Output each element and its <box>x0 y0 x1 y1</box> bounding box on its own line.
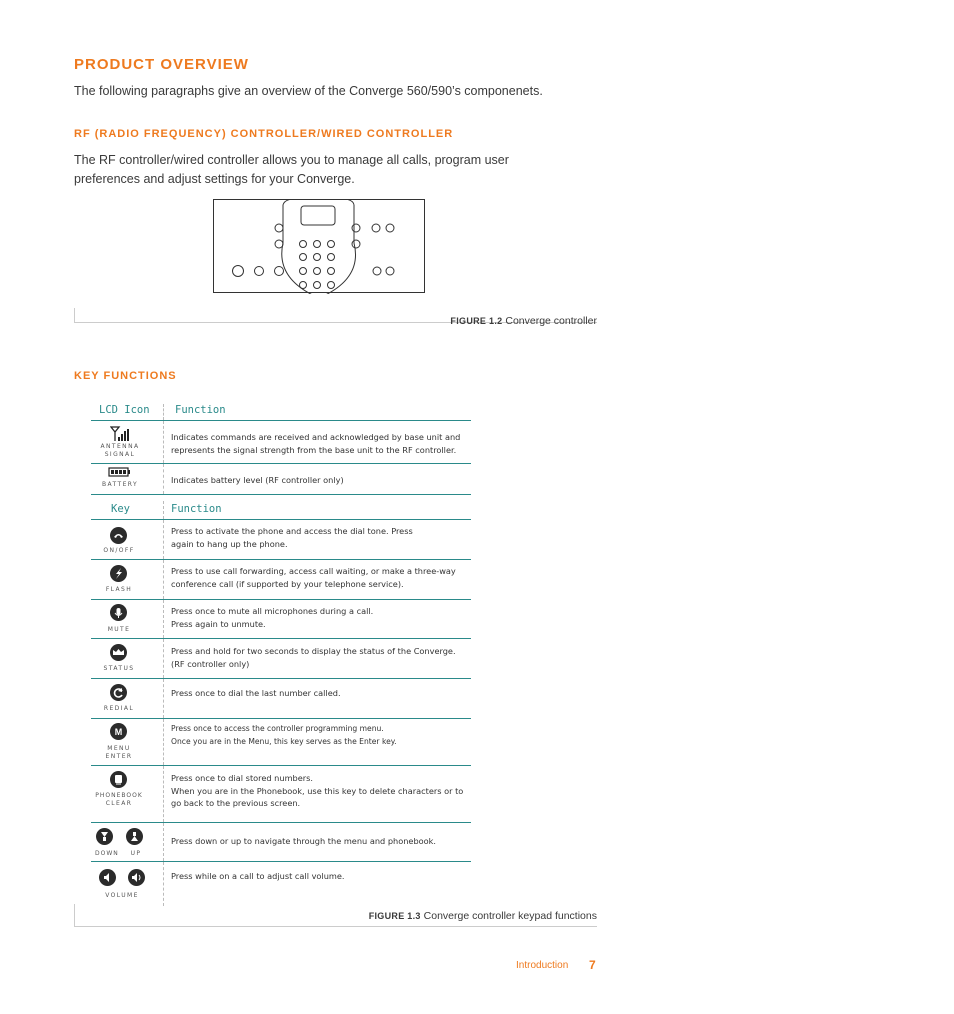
up-label: UP <box>130 850 142 857</box>
volume-down-icon <box>99 869 116 886</box>
on-off-desc-line-2: again to hang up the phone. <box>171 538 288 549</box>
volume-label: VOLUME <box>105 892 139 899</box>
flash-label: FLASH <box>105 586 133 593</box>
mute-desc-line-2: Press again to unmute. <box>171 618 266 629</box>
footer-section-name: Introduction <box>516 960 569 971</box>
controller-illustration <box>213 199 425 299</box>
key-functions-heading: KEY FUNCTIONS <box>74 370 177 382</box>
lcd-function-column-header: Function <box>175 404 226 416</box>
status-desc-line-2: (RF controller only) <box>171 658 250 669</box>
lcd-row-antenna <box>91 421 471 464</box>
mute-label: MUTE <box>107 626 131 633</box>
menu-description <box>171 723 467 748</box>
redial-description: Press once to dial the last number called. <box>171 688 341 698</box>
status-description <box>171 645 467 670</box>
key-row-flash <box>91 560 471 600</box>
key-column-header: Key <box>111 503 130 515</box>
redial-label: REDIAL <box>103 705 135 712</box>
svg-text:M: M <box>114 727 123 737</box>
figure-1-2-caption <box>300 315 597 327</box>
antenna-desc-line-2: represents the signal strength from the base unit to the RF controller. <box>171 444 457 455</box>
menu-desc-line-1: Press once to access the controller programming menu. <box>171 724 384 733</box>
phonebook-label-2: CLEAR <box>105 800 133 807</box>
mute-microphone-icon <box>110 604 127 621</box>
figure-1-3-caption <box>300 910 597 922</box>
rf-controller-paragraph <box>74 151 614 189</box>
key-row-redial <box>91 679 471 719</box>
rf-controller-heading: RF (RADIO FREQUENCY) CONTROLLER/WIRED CONTROLLER <box>74 128 454 140</box>
mute-desc-line-1: Press once to mute all microphones during a call. <box>171 606 374 616</box>
rf-text-line-1: The RF controller/wired controller allows you to manage all calls, program user <box>74 153 509 167</box>
key-functions-table <box>91 400 471 906</box>
lcd-table-header <box>91 400 471 421</box>
key-row-mute <box>91 600 471 639</box>
battery-icon <box>108 467 132 477</box>
figure-1-3-number: FIGURE 1.3 <box>368 911 421 921</box>
key-row-status <box>91 639 471 679</box>
phonebook-desc-line-2: When you are in the Phonebook, use this key to delete characters or to <box>171 785 464 796</box>
on-off-label: ON/OFF <box>103 547 135 554</box>
on-off-desc-line-1: Press to activate the phone and access the dial tone. Press <box>171 526 413 536</box>
figure-1-2-number: FIGURE 1.2 <box>450 316 503 326</box>
key-row-on-off <box>91 520 471 560</box>
phonebook-icon <box>110 771 127 788</box>
phonebook-description <box>171 772 467 810</box>
rf-text-line-2: preferences and adjust settings for your Converge. <box>74 172 355 186</box>
intro-paragraph: The following paragraphs give an overview of the Converge 560/590’s componenets. <box>74 84 543 98</box>
figure-1-3-text: Converge controller keypad functions <box>423 910 597 922</box>
flash-desc-line-1: Press to use call forwarding, access call waiting, or make a three-way <box>171 566 456 576</box>
antenna-description <box>171 431 467 456</box>
mute-description <box>171 605 467 630</box>
down-up-description: Press down or up to navigate through the menu and phonebook. <box>171 836 437 846</box>
controller-drawing <box>213 199 425 294</box>
redial-icon <box>110 684 127 701</box>
arrow-up-icon <box>126 828 143 845</box>
on-off-description <box>171 525 467 550</box>
phonebook-desc-line-1: Press once to dial stored numbers. <box>171 773 314 783</box>
key-row-down-up <box>91 823 471 862</box>
antenna-signal-icon <box>110 426 130 442</box>
menu-label-1: MENU <box>107 745 131 752</box>
menu-m-icon <box>110 723 127 740</box>
phone-handset-icon <box>110 527 127 544</box>
page-number: 7 <box>589 958 596 972</box>
key-table-header <box>91 495 471 520</box>
key-row-volume <box>91 862 471 906</box>
volume-description: Press while on a call to adjust call volume. <box>171 871 345 881</box>
phonebook-label-1: PHONEBOOK <box>95 792 143 799</box>
flash-description <box>171 565 467 590</box>
menu-label-2: ENTER <box>105 753 133 760</box>
arrow-down-icon <box>96 828 113 845</box>
antenna-label-2: SIGNAL <box>104 451 136 458</box>
antenna-label-1: ANTENNA <box>100 443 140 450</box>
status-label: STATUS <box>103 665 135 672</box>
lcd-row-battery <box>91 464 471 495</box>
key-row-menu <box>91 719 471 766</box>
menu-desc-line-2: Once you are in the Menu, this key serves as the Enter key. <box>171 736 397 746</box>
volume-up-icon <box>128 869 145 886</box>
lcd-icon-column-header: LCD Icon <box>99 404 150 416</box>
down-label: DOWN <box>95 850 119 857</box>
key-function-column-header: Function <box>171 503 222 515</box>
antenna-desc-line-1: Indicates commands are received and acknowledged by base unit and <box>171 432 461 442</box>
status-icon <box>110 644 127 661</box>
flash-desc-line-2: conference call (if supported by your telephone service). <box>171 578 404 589</box>
battery-description: Indicates battery level (RF controller only) <box>171 475 344 485</box>
phonebook-desc-line-3: go back to the previous screen. <box>171 798 301 808</box>
battery-label: BATTERY <box>101 481 139 488</box>
key-row-phonebook <box>91 766 471 823</box>
status-desc-line-1: Press and hold for two seconds to display the status of the Converge. <box>171 646 456 656</box>
section-title: PRODUCT OVERVIEW <box>74 56 249 73</box>
flash-icon <box>110 565 127 582</box>
figure-1-2-text: Converge controller <box>505 315 597 327</box>
